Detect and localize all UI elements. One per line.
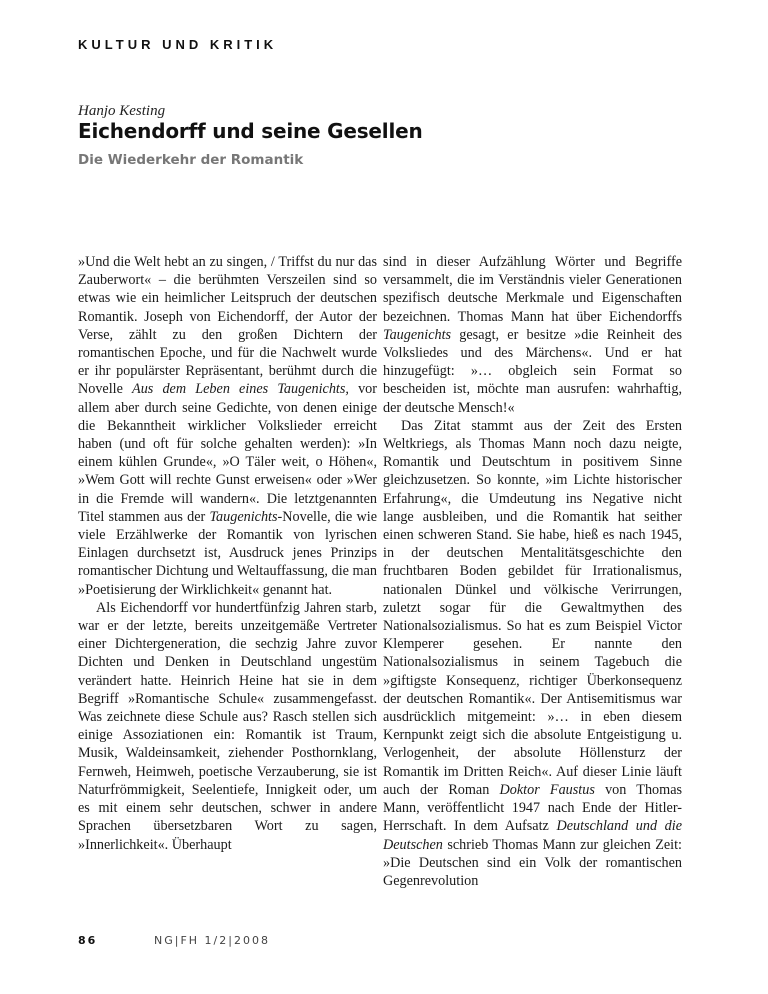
right-text-column — [383, 253, 682, 890]
paragraph: »Und die Welt hebt an zu singen, / Triffst du nur das Zauberwort« – die berühmten Verszeilen sind so etwas wie ein heimlicher Leitspruch der deutschen Romantik. Joseph von Eichendorff, der Autor der Verse, zählt zu den großen Dichtern der romantischen Epoche, und für die Nachwelt wurde er ihr populärster Repräsentant, berühmt durch die Novelle Aus dem Leben eines Taugenichts, vor allem aber durch seine Gedichte, von denen einige die Bekanntheit wirklicher Volkslieder erreicht haben (und oft für solche gehalten werden): »In einem kühlen Grunde«, »O Täler weit, o Höhen«, »Wem Gott will rechte Gunst erweisen« oder »Wer in die Fremde will wandern«. Die letztgenannten Titel stammen aus der Taugenichts-Novelle, die wie viele Erzählwerke der Romantik von lyrischen Einlagen durchsetzt ist, Ausdruck jenes Prinzips romantischer Dichtung und Weltauffassung, die man »Poetisierung der Wirklichkeit« genannt hat. — [78, 254, 377, 598]
journal-issue: NG|FH 1/2|2008 — [154, 934, 270, 947]
paragraph: Als Eichendorff vor hundertfünfzig Jahren starb, war er der letzte, bereits unzeitgemäße Vertreter einer Dichtergeneration, die sechzig Jahre zuvor Dichten und Denken in Deutschland ungestüm verändert hatte. Heinrich Heine hat sie in dem Begriff »Romantische Schule« zusammengefasst. Was zeichnete diese Schule aus? Rasch stellen sich einige Assoziationen ein: Romantik ist Traum, Musik, Waldeinsamkeit, ziehender Posthornklang, Fernweh, Heimweh, poetische Verzauberung, sie ist Naturfrömmigkeit, Seelentiefe, Innigkeit oder, um es mit einem sehr deutschen, schwer in andere Sprachen übersetzbaren Wort zu sagen, »Innerlichkeit«. Überhaupt — [78, 599, 377, 853]
paragraph: Das Zitat stammt aus der Zeit des Ersten Weltkriegs, als Thomas Mann noch dazu neigte, Romantik und Deutschtum in positivem Sinne gleichzusetzen. So konnte, »im Lichte historischer Erfahrung«, die Umdeutung ins Negative nicht lange ausbleiben, und die Romantik hat seither einen schweren Stand. Sie habe, hieß es nach 1945, in der deutschen Mentalitätsgeschichte den fruchtbaren Boden gebildet für Irrationalismus, nationalen Dünkel und völkische Verirrungen, zuletzt sogar für die Gewaltmythen des Nationalsozialismus. So hat es zum Beispiel Victor Klemperer gesehen. Er nannte den Nationalsozialismus in seinem Tagebuch die »giftigste Konsequenz, richtiger Überkonsequenz der deutschen Romantik«. Der Antisemitismus war ausdrücklich mitgemeint: »… in eben diesem Kernpunkt zeigt sich die absolute Entgeistigung u. Verlogenheit, der absolute Höllensturz der Romantik im Dritten Reich«. Auf dieser Linie läuft auch der Roman Doktor Faustus von Thomas Mann, veröffentlicht 1947 nach Ende der Hitler-Herrschaft. In dem Aufsatz Deutschland und die Deutschen schrieb Thomas Mann zur gleichen Zeit: »Die Deutschen sind ein Volk der romantischen Gegenrevolution — [383, 417, 683, 889]
left-text-column — [78, 253, 377, 854]
author-name: Hanjo Kesting — [78, 103, 166, 119]
paragraph: sind in dieser Aufzählung Wörter und Begriffe versammelt, die im Verständnis vieler Generationen spezifisch deutsche Merkmale und Eigenschaften bezeichnen. Thomas Mann hat über Eichendorffs Taugenichts gesagt, er besitze »die Reinheit des Volksliedes und des Märchens«. Und er hat hinzugefügt: »… obgleich sein Format so bescheiden ist, möchte man ausrufen: wahrhaftig, der deutsche Mensch!« — [383, 254, 682, 416]
page-number: 86 — [78, 934, 98, 947]
article-title: Eichendorff und seine Gesellen — [78, 119, 423, 143]
article-subtitle: Die Wiederkehr der Romantik — [78, 152, 304, 168]
section-label: KULTUR UND KRITIK — [78, 37, 278, 52]
